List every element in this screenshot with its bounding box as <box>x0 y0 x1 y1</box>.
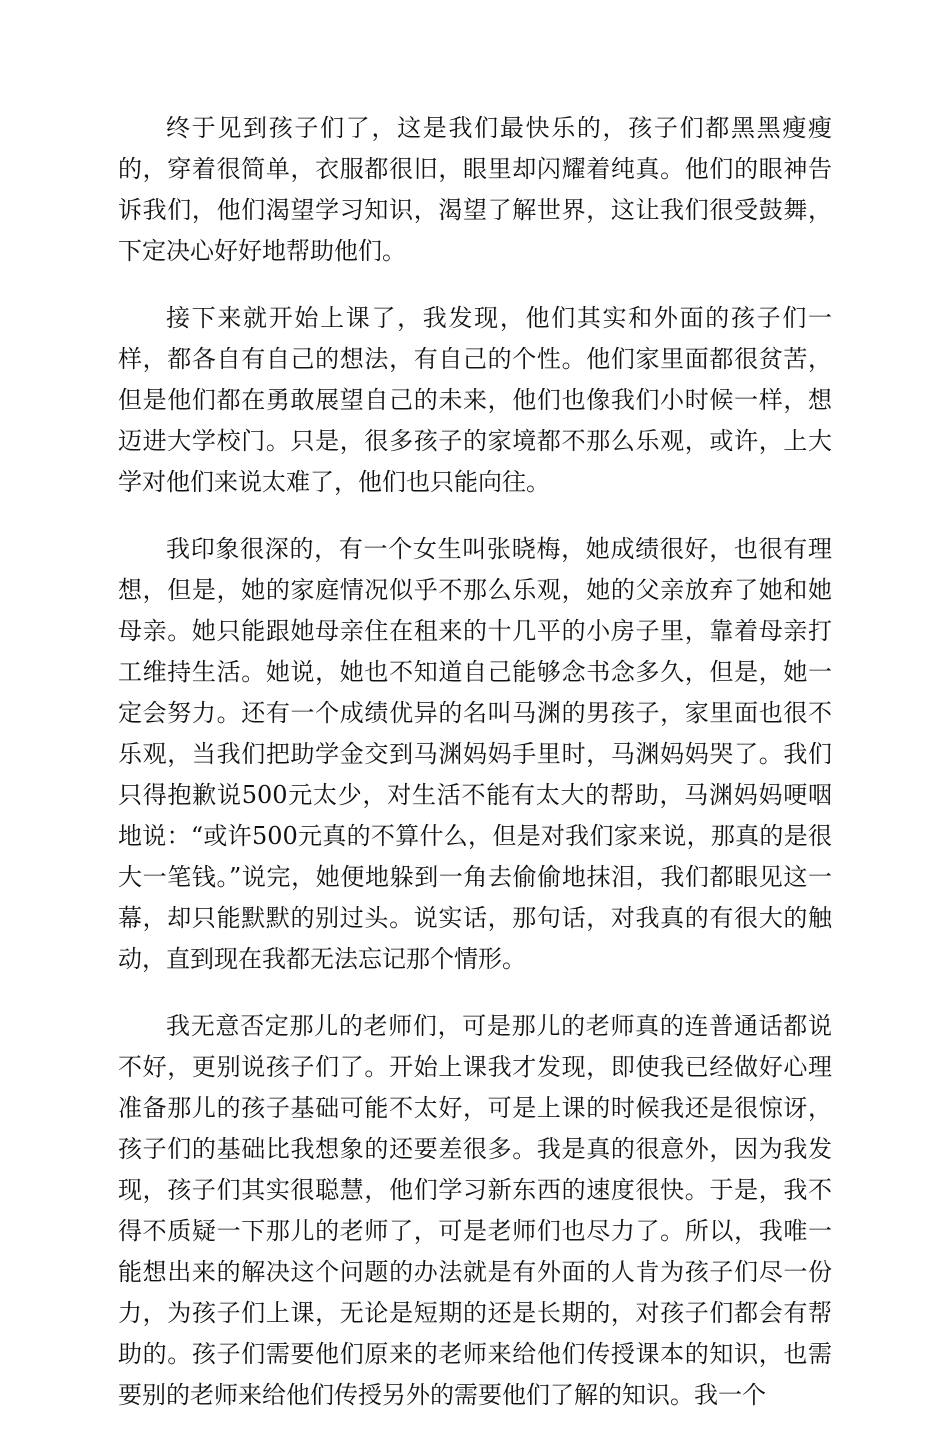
paragraph-1: 终于见到孩子们了，这是我们最快乐的，孩子们都黑黑瘦瘦的，穿着很简单，衣服都很旧，眼里却闪耀着纯真。他们的眼神告诉我们，他们渴望学习知识，渴望了解世界，这让我们很受鼓舞，下定决心好好地帮助他们。 <box>118 114 832 265</box>
paragraph-3: 我印象很深的，有一个女生叫张晓梅，她成绩很好，也很有理想，但是，她的家庭情况似乎不那么乐观，她的父亲放弃了她和她母亲。她只能跟她母亲住在租来的十几平的小房子里，靠着母亲打工维持生活。她说，她也不知道自己能够念书念多久，但是，她一定会努力。还有一个成绩优异的名叫马渊的男孩子，家里面也很不乐观，当我们把助学金交到马渊妈妈手里时，马渊妈妈哭了。我们只得抱歉说500元太少，对生活不能有太大的帮助，马渊妈妈哽咽地说：“或许500元真的不算什么，但是对我们家来说，那真的是很大一笔钱。”说完，她便地躲到一角去偷偷地抹泪，我们都眼见这一幕，却只能默默的别过头。说实话，那句话，对我真的有很大的触动，直到现在我都无法忘记那个情形。 <box>118 535 832 973</box>
paragraph-2: 接下来就开始上课了，我发现，他们其实和外面的孩子们一样，都各自有自己的想法，有自己的个性。他们家里面都很贫苦，但是他们都在勇敢展望自己的未来，他们也像我们小时候一样，想迈进大学校门。只是，很多孩子的家境都不那么乐观，或许，上大学对他们来说太难了，他们也只能向往。 <box>118 304 832 496</box>
paragraph-4: 我无意否定那儿的老师们，可是那儿的老师真的连普通话都说不好，更别说孩子们了。开始上课我才发现，即使我已经做好心理准备那儿的孩子基础可能不太好，可是上课的时候我还是很惊讶，孩子们的基础比我想象的还要差很多。我是真的很意外，因为我发现，孩子们其实很聪慧，他们学习新东西的速度很快。于是，我不得不质疑一下那儿的老师了，可是老师们也尽力了。所以，我唯一能想出来的解决这个问题的办法就是有外面的人肯为孩子们尽一份力，为孩子们上课，无论是短期的还是长期的，对孩子们都会有帮助的。孩子们需要他们原来的老师来给他们传授课本的知识，也需要别的老师来给他们传授另外的需要他们了解的知识。我一个 <box>118 1012 832 1409</box>
document-body <box>118 108 832 1442</box>
